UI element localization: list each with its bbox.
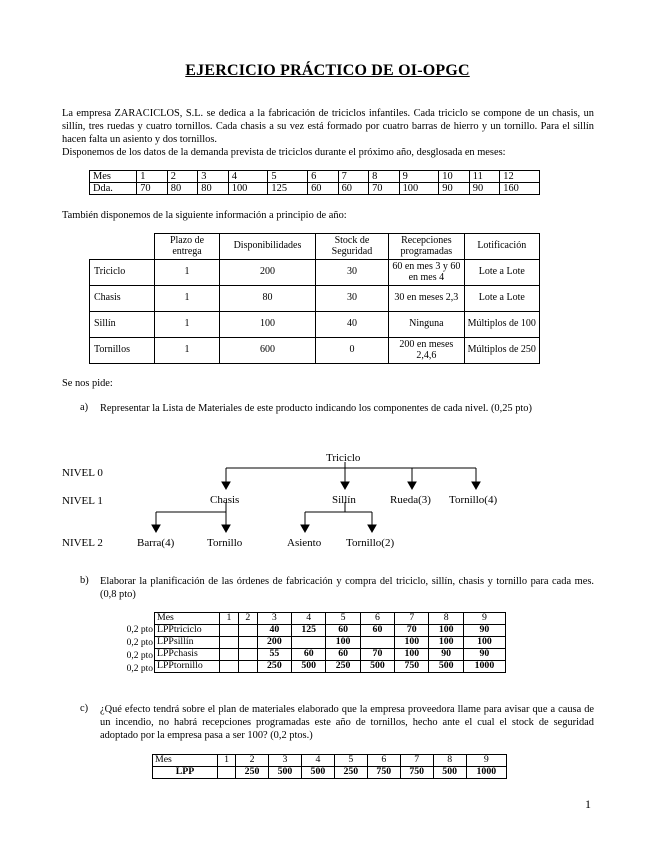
plan-cell: 60 bbox=[360, 625, 394, 637]
plan-cell: 60 bbox=[292, 649, 326, 661]
info-plazo: 1 bbox=[154, 286, 219, 312]
plan-cell: 100 bbox=[326, 637, 360, 649]
plan-cell: 1000 bbox=[463, 661, 505, 673]
info-table bbox=[89, 233, 540, 364]
plan-row-label: LPPtornillo bbox=[155, 661, 220, 673]
demand-value: 60 bbox=[338, 183, 369, 195]
info-plazo: 1 bbox=[154, 312, 219, 338]
demand-month: 2 bbox=[167, 171, 198, 183]
demand-intro: Disponemos de los datos de la demanda prevista de triciclos durante el próximo año, desglosada en meses: bbox=[62, 147, 506, 158]
demand-month: 6 bbox=[308, 171, 339, 183]
final-month: 9 bbox=[466, 755, 506, 767]
plan-cell: 250 bbox=[326, 661, 360, 673]
info-header: Plazo de entrega bbox=[154, 234, 219, 260]
plan-month: 5 bbox=[326, 613, 360, 625]
info-item: Sillín bbox=[90, 312, 155, 338]
points-label: 0,2 pto bbox=[126, 625, 153, 635]
info-recep: 30 en meses 2,3 bbox=[389, 286, 464, 312]
plan-cell: 60 bbox=[326, 649, 360, 661]
bom-node-barra: Barra(4) bbox=[137, 537, 175, 549]
final-cell: 750 bbox=[400, 767, 433, 779]
info-stock: 30 bbox=[315, 260, 388, 286]
plan-row-triciclo bbox=[155, 625, 506, 637]
info-disp: 100 bbox=[220, 312, 316, 338]
demand-row-label: Mes bbox=[90, 171, 137, 183]
info-lot: Múltiplos de 250 bbox=[464, 338, 539, 364]
plan-header-row bbox=[155, 613, 506, 625]
info-header: Recepciones programadas bbox=[389, 234, 464, 260]
info-row bbox=[90, 312, 540, 338]
final-month: 3 bbox=[269, 755, 302, 767]
question-c-text: ¿Qué efecto tendrá sobre el plan de materiales elaborado que la empresa proveedora llame para avisar que a causa de un incendio, no habrá recepciones programadas este año de tornillos, hecho ante el cual el stock de seguridad adoptado por la empresa pasa a ser 100? (0,2 ptos.) bbox=[100, 704, 594, 742]
info-item: Chasis bbox=[90, 286, 155, 312]
page-title: EJERCICIO PRÁCTICO DE OI-OPGC bbox=[185, 62, 470, 79]
plan-row-label: LPPchasis bbox=[155, 649, 220, 661]
info-header: Disponibilidades bbox=[220, 234, 316, 260]
info-recep: 200 en meses 2,4,6 bbox=[389, 338, 464, 364]
demand-value: 125 bbox=[268, 183, 308, 195]
plan-cell: 500 bbox=[292, 661, 326, 673]
plan-cell: 100 bbox=[395, 649, 429, 661]
points-label: 0,2 pto bbox=[126, 638, 153, 648]
final-cell: 750 bbox=[367, 767, 400, 779]
demand-value: 70 bbox=[137, 183, 168, 195]
demand-value: 80 bbox=[167, 183, 198, 195]
plan-month: 6 bbox=[360, 613, 394, 625]
plan-cell bbox=[238, 637, 257, 649]
demand-value: 70 bbox=[369, 183, 400, 195]
info-stock: 30 bbox=[315, 286, 388, 312]
question-a-text: Representar la Lista de Materiales de este producto indicando los componentes de cada nivel. (0,25 pto) bbox=[100, 403, 532, 414]
info-disp: 600 bbox=[220, 338, 316, 364]
plan-cell bbox=[238, 661, 257, 673]
final-month: 8 bbox=[433, 755, 466, 767]
question-b-letter: b) bbox=[80, 575, 89, 586]
demand-month: 9 bbox=[399, 171, 439, 183]
plan-month: 8 bbox=[429, 613, 463, 625]
demand-month: 4 bbox=[228, 171, 268, 183]
info-item: Triciclo bbox=[90, 260, 155, 286]
plan-cell: 500 bbox=[360, 661, 394, 673]
plan-cell: 90 bbox=[429, 649, 463, 661]
final-cell: 500 bbox=[269, 767, 302, 779]
plan-cell: 40 bbox=[257, 625, 291, 637]
demand-value: 60 bbox=[308, 183, 339, 195]
bom-node-triciclo: Triciclo bbox=[326, 452, 361, 464]
info-corner bbox=[90, 234, 155, 260]
final-lpp-row bbox=[153, 767, 507, 779]
info-header: Stock de Seguridad bbox=[315, 234, 388, 260]
bom-node-asiento: Asiento bbox=[287, 537, 322, 549]
se-nos-pide: Se nos pide: bbox=[62, 378, 113, 389]
demand-month: 3 bbox=[198, 171, 229, 183]
bom-node-tornillo-chasis: Tornillo bbox=[207, 537, 243, 549]
intro-paragraph: La empresa ZARACICLOS, S.L. se dedica a la fabricación de triciclos infantiles. Cada triciclo se compone de un chasis, un sillín, tres ruedas y cuatro tornillos. Cada chasis a su vez está formado por cuatro barras de hierro y un tornillo. Para el sillín hacen falta un asiento y dos tornillos. bbox=[62, 108, 594, 146]
plan-cell: 90 bbox=[463, 649, 505, 661]
plan-cell: 500 bbox=[429, 661, 463, 673]
level-2-label: NIVEL 2 bbox=[62, 537, 103, 549]
plan-cell: 200 bbox=[257, 637, 291, 649]
final-table bbox=[152, 754, 507, 779]
plan-cell bbox=[220, 661, 239, 673]
demand-month: 1 bbox=[137, 171, 168, 183]
plan-month: 7 bbox=[395, 613, 429, 625]
plan-header-label: Mes bbox=[155, 613, 220, 625]
plan-cell bbox=[220, 649, 239, 661]
demand-value: 100 bbox=[228, 183, 268, 195]
demand-month: 10 bbox=[439, 171, 470, 183]
plan-cell: 60 bbox=[326, 625, 360, 637]
plan-cell: 100 bbox=[429, 625, 463, 637]
points-label: 0,2 pto bbox=[126, 651, 153, 661]
final-cell: 1000 bbox=[466, 767, 506, 779]
info-recep: 60 en mes 3 y 60 en mes 4 bbox=[389, 260, 464, 286]
info-lot: Lote a Lote bbox=[464, 260, 539, 286]
info-plazo: 1 bbox=[154, 260, 219, 286]
final-month: 1 bbox=[218, 755, 236, 767]
demand-value: 160 bbox=[500, 183, 540, 195]
info-row bbox=[90, 286, 540, 312]
info-header: Lotificación bbox=[464, 234, 539, 260]
final-cell: 250 bbox=[236, 767, 269, 779]
plan-cell: 750 bbox=[395, 661, 429, 673]
info-header-row bbox=[90, 234, 540, 260]
plan-cell: 90 bbox=[463, 625, 505, 637]
final-month: 6 bbox=[367, 755, 400, 767]
info-intro: También disponemos de la siguiente información a principio de año: bbox=[62, 210, 347, 221]
plan-month: 2 bbox=[238, 613, 257, 625]
bom-node-rueda: Rueda(3) bbox=[390, 494, 431, 506]
final-month: 5 bbox=[334, 755, 367, 767]
plan-cell: 70 bbox=[360, 649, 394, 661]
demand-value: 90 bbox=[469, 183, 500, 195]
bom-node-tornillo: Tornillo(4) bbox=[449, 494, 498, 506]
plan-month: 3 bbox=[257, 613, 291, 625]
question-a-letter: a) bbox=[80, 402, 89, 413]
plan-cell: 125 bbox=[292, 625, 326, 637]
demand-value: 80 bbox=[198, 183, 229, 195]
level-1-label: NIVEL 1 bbox=[62, 495, 103, 507]
demand-value: 100 bbox=[399, 183, 439, 195]
question-b-text: Elaborar la planificación de las órdenes de fabricación y compra del triciclo, sillín, chasis y tornillo para cada mes. (0,8 pto) bbox=[100, 576, 594, 601]
plan-cell: 100 bbox=[463, 637, 505, 649]
page-number: 1 bbox=[585, 797, 591, 811]
points-label: 0,2 pto bbox=[126, 664, 153, 674]
info-lot: Múltiplos de 100 bbox=[464, 312, 539, 338]
plan-cell bbox=[360, 637, 394, 649]
final-cell: 500 bbox=[301, 767, 334, 779]
demand-table bbox=[89, 170, 540, 195]
demand-month: 7 bbox=[338, 171, 369, 183]
final-month: 4 bbox=[301, 755, 334, 767]
plan-cell bbox=[220, 625, 239, 637]
demand-value-row bbox=[90, 183, 540, 195]
final-cell bbox=[218, 767, 236, 779]
plan-row-label: LPPsillín bbox=[155, 637, 220, 649]
final-month: 2 bbox=[236, 755, 269, 767]
plan-cell bbox=[238, 625, 257, 637]
plan-table bbox=[154, 612, 506, 673]
demand-value: 90 bbox=[439, 183, 470, 195]
demand-month: 8 bbox=[369, 171, 400, 183]
question-c-letter: c) bbox=[80, 703, 89, 714]
plan-cell bbox=[292, 637, 326, 649]
demand-month-row bbox=[90, 171, 540, 183]
level-0-label: NIVEL 0 bbox=[62, 467, 103, 479]
demand-month: 5 bbox=[268, 171, 308, 183]
demand-month: 11 bbox=[469, 171, 500, 183]
info-item: Tornillos bbox=[90, 338, 155, 364]
plan-row-sillin bbox=[155, 637, 506, 649]
info-recep: Ninguna bbox=[389, 312, 464, 338]
info-row bbox=[90, 260, 540, 286]
plan-cell bbox=[238, 649, 257, 661]
info-disp: 200 bbox=[220, 260, 316, 286]
demand-month: 12 bbox=[500, 171, 540, 183]
plan-cell: 100 bbox=[429, 637, 463, 649]
plan-row-tornillo bbox=[155, 661, 506, 673]
bom-node-sillin: Sillín bbox=[332, 494, 356, 506]
plan-month: 4 bbox=[292, 613, 326, 625]
plan-cell bbox=[220, 637, 239, 649]
demand-row-label: Dda. bbox=[90, 183, 137, 195]
plan-cell: 250 bbox=[257, 661, 291, 673]
final-cell: 500 bbox=[433, 767, 466, 779]
plan-month: 1 bbox=[220, 613, 239, 625]
final-month: 7 bbox=[400, 755, 433, 767]
final-header-label: Mes bbox=[153, 755, 218, 767]
final-row-label: LPP bbox=[153, 767, 218, 779]
plan-month: 9 bbox=[463, 613, 505, 625]
info-stock: 0 bbox=[315, 338, 388, 364]
bom-node-tornillo-sillin: Tornillo(2) bbox=[346, 537, 395, 549]
info-row bbox=[90, 338, 540, 364]
bom-node-chasis: Chasis bbox=[210, 494, 240, 506]
info-plazo: 1 bbox=[154, 338, 219, 364]
plan-cell: 100 bbox=[395, 637, 429, 649]
plan-cell: 55 bbox=[257, 649, 291, 661]
info-disp: 80 bbox=[220, 286, 316, 312]
info-stock: 40 bbox=[315, 312, 388, 338]
plan-row-chasis bbox=[155, 649, 506, 661]
final-header-row bbox=[153, 755, 507, 767]
plan-cell: 70 bbox=[395, 625, 429, 637]
plan-row-label: LPPtriciclo bbox=[155, 625, 220, 637]
info-lot: Lote a Lote bbox=[464, 286, 539, 312]
final-cell: 250 bbox=[334, 767, 367, 779]
